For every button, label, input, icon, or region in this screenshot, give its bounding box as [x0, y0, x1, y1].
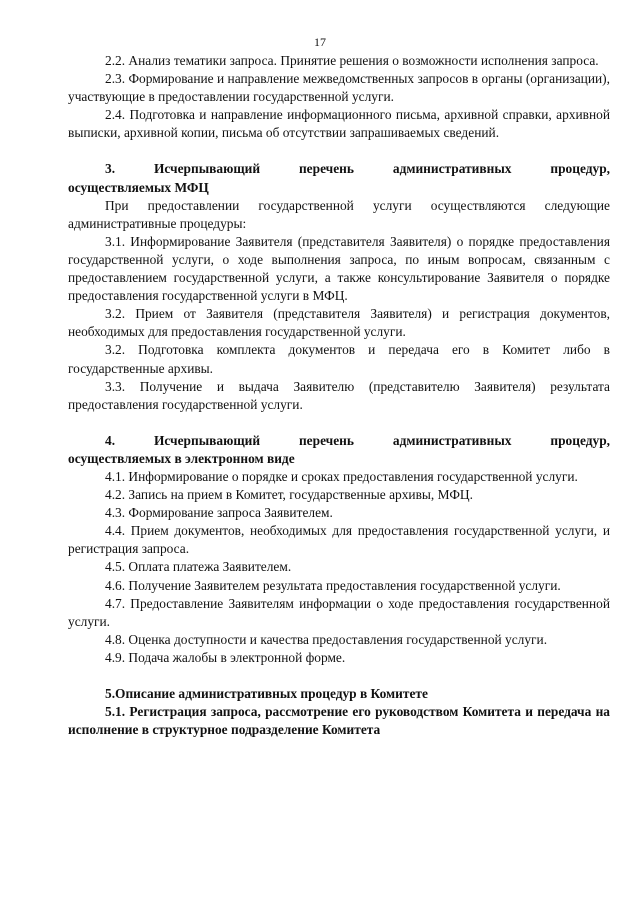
paragraph-4-2: 4.2. Запись на прием в Комитет, государственные архивы, МФЦ.: [105, 487, 473, 503]
spacer: [68, 414, 610, 432]
spacer: [68, 142, 610, 160]
paragraph-4-1: 4.1. Информирование о порядке и сроках предоставления государственной услуги.: [105, 468, 578, 484]
paragraph-4-9: 4.9. Подача жалобы в электронной форме.: [105, 649, 346, 665]
paragraph-2-4: 2.4. Подготовка и направление информационного письма, архивной справки, архивной выписки, архивной копии, письма об отсутствии запрашиваемых сведений.: [68, 107, 610, 141]
paragraph-3-1: 3.1. Информирование Заявителя (представителя Заявителя) о порядке предоставления государственной услуги, о ходе выполнения запроса, по иным вопросам, связанным с предоставлением государственной услуги, а также консультирование Заявителя о порядке предоставления государственной услуги в МФЦ.: [68, 233, 610, 304]
paragraph-3-3: 3.3. Получение и выдача Заявителю (представителю Заявителя) результата предоставления государственной услуги.: [68, 378, 610, 412]
spacer: [68, 667, 610, 685]
page-number: 17: [314, 35, 326, 49]
section-4-heading-line2: осуществляемых в электронном виде: [68, 450, 295, 466]
page-content: [68, 52, 610, 739]
section-3-heading-line1: 3. Исчерпывающий перечень административных процедур,: [105, 161, 610, 177]
paragraph-4-7: 4.7. Предоставление Заявителям информации о ходе предоставления государственной услуги.: [68, 595, 610, 629]
paragraph-4-3: 4.3. Формирование запроса Заявителем.: [105, 505, 333, 521]
section-5-heading: 5.Описание административных процедур в Комитете: [105, 686, 428, 701]
paragraph-4-6: 4.6. Получение Заявителем результата предоставления государственной услуги.: [105, 577, 561, 593]
paragraph-3-2: 3.2. Прием от Заявителя (представителя Заявителя) и регистрация документов, необходимых для предоставления государственной услуги.: [68, 306, 610, 340]
section-3-intro: При предоставлении государственной услуги осуществляются следующие административные процедуры:: [68, 197, 610, 231]
paragraph-2-3: 2.3. Формирование и направление межведомственных запросов в органы (организации), участвующие в предоставлении государственной услуги.: [68, 71, 610, 105]
section-5-1-heading: 5.1. Регистрация запроса, рассмотрение его руководством Комитета и передача на исполнение в структурное подразделение Комитета: [68, 704, 610, 738]
paragraph-4-4: 4.4. Прием документов, необходимых для предоставления государственной услуги, и регистрация запроса.: [68, 523, 610, 557]
paragraph-2-2: 2.2. Анализ тематики запроса. Принятие решения о возможности исполнения запроса.: [105, 53, 599, 68]
paragraph-3-2b: 3.2. Подготовка комплекта документов и передача его в Комитет либо в государственные архивы.: [68, 342, 610, 376]
section-3-heading-line2: осуществляемых МФЦ: [68, 179, 209, 195]
paragraph-4-8: 4.8. Оценка доступности и качества предоставления государственной услуги.: [105, 631, 548, 647]
paragraph-4-5: 4.5. Оплата платежа Заявителем.: [105, 559, 292, 575]
section-4-heading-line1: 4. Исчерпывающий перечень административных процедур,: [105, 432, 610, 448]
